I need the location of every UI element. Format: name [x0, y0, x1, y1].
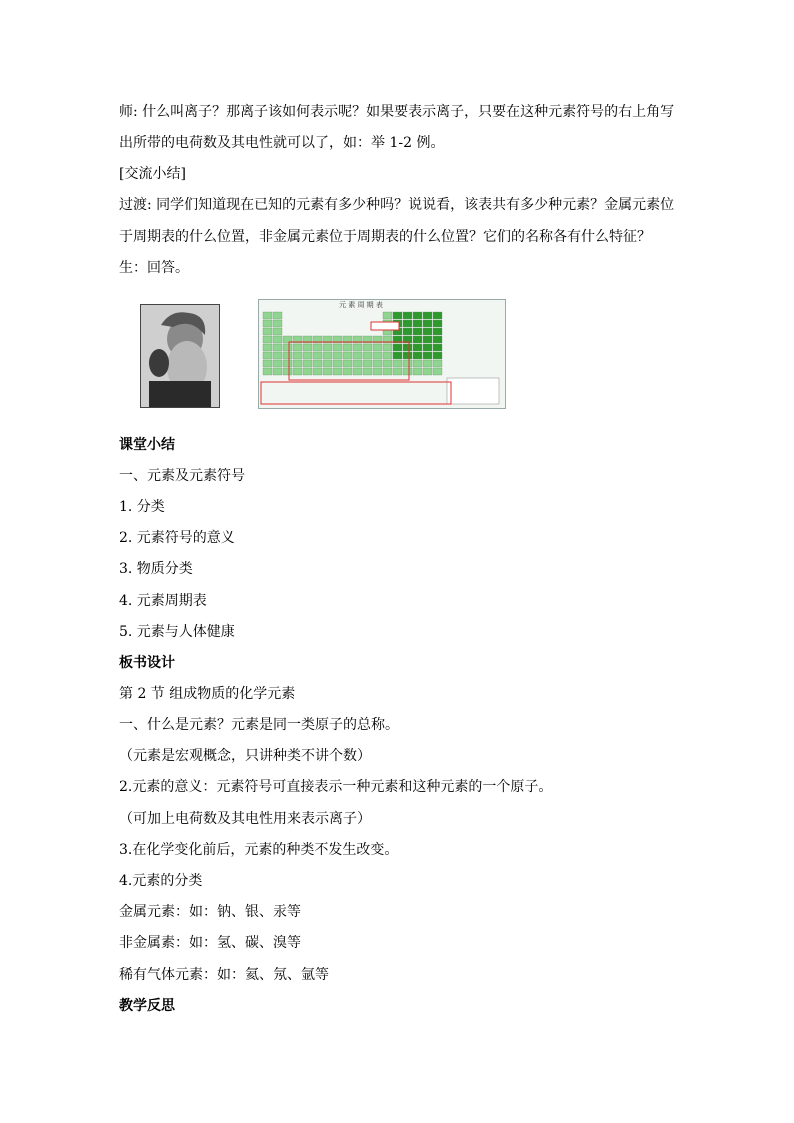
- periodic-table-cell: [423, 312, 432, 319]
- periodic-table-cell: [303, 368, 312, 375]
- list-item: 1. 分类: [119, 499, 165, 515]
- periodic-table-cell: [303, 344, 312, 351]
- periodic-table-cell: [263, 328, 272, 335]
- periodic-table-cell: [263, 344, 272, 351]
- periodic-table-cell: [413, 368, 422, 375]
- paragraph-line: 出所带的电荷数及其电性就可以了，如：举 1-2 例。: [119, 135, 445, 151]
- periodic-table-cell: [353, 352, 362, 359]
- periodic-table-cell: [293, 344, 302, 351]
- periodic-table-cell: [323, 344, 332, 351]
- periodic-table-cell: [403, 368, 412, 375]
- periodic-table-cell: [363, 368, 372, 375]
- periodic-table-cell: [303, 360, 312, 367]
- periodic-table-cell: [273, 320, 282, 327]
- periodic-table-cell: [423, 336, 432, 343]
- periodic-table-cell: [313, 368, 322, 375]
- periodic-table-cell: [323, 352, 332, 359]
- board-line: 4.元素的分类: [119, 873, 203, 889]
- periodic-table-cell: [393, 344, 402, 351]
- periodic-table-cell: [363, 344, 372, 351]
- periodic-table-cell: [423, 368, 432, 375]
- periodic-table-cell: [393, 312, 402, 319]
- periodic-table-cell: [363, 352, 372, 359]
- periodic-table-cell: [313, 360, 322, 367]
- paragraph-line: 生：回答。: [119, 260, 189, 276]
- board-line: 稀有气体元素：如：氦、氖、氩等: [119, 967, 329, 983]
- periodic-table-cell: [263, 352, 272, 359]
- periodic-table-cell: [373, 360, 382, 367]
- paragraph-line: 过渡: 同学们知道现在已知的元素有多少种吗？说说看，该表共有多少种元素？金属元素位: [119, 197, 675, 213]
- periodic-table-cell: [283, 368, 292, 375]
- periodic-table-cell: [283, 360, 292, 367]
- periodic-table-cell: [303, 352, 312, 359]
- periodic-table-cell: [413, 352, 422, 359]
- periodic-table-cell: [293, 352, 302, 359]
- periodic-table-cell: [423, 360, 432, 367]
- periodic-table-cell: [413, 320, 422, 327]
- periodic-table-cell: [353, 360, 362, 367]
- periodic-table-cell: [363, 360, 372, 367]
- periodic-table-cell: [383, 360, 392, 367]
- periodic-table-cell: [423, 328, 432, 335]
- periodic-table-cell: [273, 344, 282, 351]
- periodic-table-cell: [433, 360, 442, 367]
- periodic-table-cell: [333, 360, 342, 367]
- periodic-table-cell: [433, 352, 442, 359]
- periodic-table-cell: [283, 344, 292, 351]
- periodic-table-cell: [423, 352, 432, 359]
- periodic-table-cell: [273, 312, 282, 319]
- periodic-table-cell: [433, 320, 442, 327]
- periodic-table-cell: [393, 352, 402, 359]
- periodic-table-cell: [413, 360, 422, 367]
- periodic-table-cell: [413, 344, 422, 351]
- periodic-table-cell: [433, 328, 442, 335]
- periodic-table-cell: [343, 352, 352, 359]
- periodic-table-cell: [383, 312, 392, 319]
- portrait-image: [141, 305, 219, 407]
- periodic-table-cell: [413, 312, 422, 319]
- periodic-table-cell: [353, 368, 362, 375]
- periodic-table-cell: [423, 344, 432, 351]
- paragraph-line: 师: 什么叫离子？那离子该如何表示呢？如果要表示离子，只要在这种元素符号的右上角写: [119, 104, 675, 120]
- paragraph-line: [交流小结]: [119, 166, 186, 182]
- periodic-table-cell: [323, 368, 332, 375]
- periodic-table-cell: [383, 344, 392, 351]
- board-line: 一、什么是元素？元素是同一类原子的总称。: [119, 717, 399, 733]
- list-item: 2. 元素符号的意义: [119, 530, 235, 546]
- periodic-table-cell: [293, 360, 302, 367]
- periodic-table-cell: [343, 344, 352, 351]
- periodic-table-cell: [403, 320, 412, 327]
- periodic-table-graphic: [259, 300, 505, 408]
- periodic-table-cell: [373, 344, 382, 351]
- periodic-table-cell: [263, 320, 272, 327]
- periodic-table-cell: [323, 360, 332, 367]
- periodic-table-cell: [383, 368, 392, 375]
- periodic-table-cell: [433, 344, 442, 351]
- periodic-table-cell: [263, 312, 272, 319]
- periodic-table-image: [258, 299, 506, 409]
- periodic-table-cell: [413, 328, 422, 335]
- periodic-table-cell: [353, 344, 362, 351]
- periodic-table-cell: [413, 336, 422, 343]
- periodic-table-cell: [403, 352, 412, 359]
- periodic-table-cell: [393, 368, 402, 375]
- periodic-table-cell: [283, 352, 292, 359]
- board-line: 第 2 节 组成物质的化学元素: [119, 686, 296, 702]
- periodic-table-cell: [333, 352, 342, 359]
- periodic-table-title: 元 素 周 期 表: [339, 301, 383, 309]
- periodic-table-cell: [273, 352, 282, 359]
- portrait-photo: [140, 304, 220, 408]
- periodic-table-cell: [343, 360, 352, 367]
- board-line: （元素是宏观概念，只讲种类不讲个数）: [119, 748, 371, 764]
- paragraph-line: 于周期表的什么位置，非金属元素位于周期表的什么位置？它们的名称各有什么特征？: [119, 229, 651, 245]
- board-line: （可加上电荷数及其电性用来表示离子）: [119, 811, 371, 827]
- board-line: 3.在化学变化前后，元素的种类不发生改变。: [119, 842, 399, 858]
- periodic-table-cell: [333, 368, 342, 375]
- section-heading: 板书设计: [119, 655, 175, 671]
- board-line: 非金属素：如：氢、碳、溴等: [119, 935, 301, 951]
- periodic-table-cell: [433, 368, 442, 375]
- periodic-table-cell: [383, 352, 392, 359]
- periodic-table-cell: [263, 360, 272, 367]
- periodic-table-cell: [273, 328, 282, 335]
- board-line: 金属元素：如：钠、银、汞等: [119, 904, 301, 920]
- periodic-table-cell: [433, 312, 442, 319]
- periodic-table-cell: [263, 368, 272, 375]
- periodic-table-cell: [393, 360, 402, 367]
- section-heading: 教学反思: [119, 998, 175, 1014]
- periodic-table-cell: [273, 336, 282, 343]
- periodic-table-cell: [273, 360, 282, 367]
- periodic-table-cell: [263, 336, 272, 343]
- periodic-table-cell: [403, 328, 412, 335]
- periodic-table-cell: [313, 352, 322, 359]
- list-item: 4. 元素周期表: [119, 593, 207, 609]
- periodic-table-cell: [293, 368, 302, 375]
- board-line: 2.元素的意义：元素符号可直接表示一种元素和这种元素的一个原子。: [119, 779, 553, 795]
- periodic-table-cell: [423, 320, 432, 327]
- periodic-table-cell: [433, 336, 442, 343]
- periodic-table-cell: [373, 352, 382, 359]
- list-item: 3. 物质分类: [119, 561, 193, 577]
- periodic-table-cell: [403, 344, 412, 351]
- list-item: 一、元素及元素符号: [119, 468, 245, 484]
- periodic-table-cell: [373, 368, 382, 375]
- periodic-table-cell: [403, 312, 412, 319]
- list-item: 5. 元素与人体健康: [119, 624, 235, 640]
- periodic-table-cell: [343, 368, 352, 375]
- section-heading: 课堂小结: [119, 437, 175, 453]
- periodic-table-cell: [313, 344, 322, 351]
- periodic-table-cell: [333, 344, 342, 351]
- periodic-table-cell: [273, 368, 282, 375]
- periodic-table-cell: [403, 360, 412, 367]
